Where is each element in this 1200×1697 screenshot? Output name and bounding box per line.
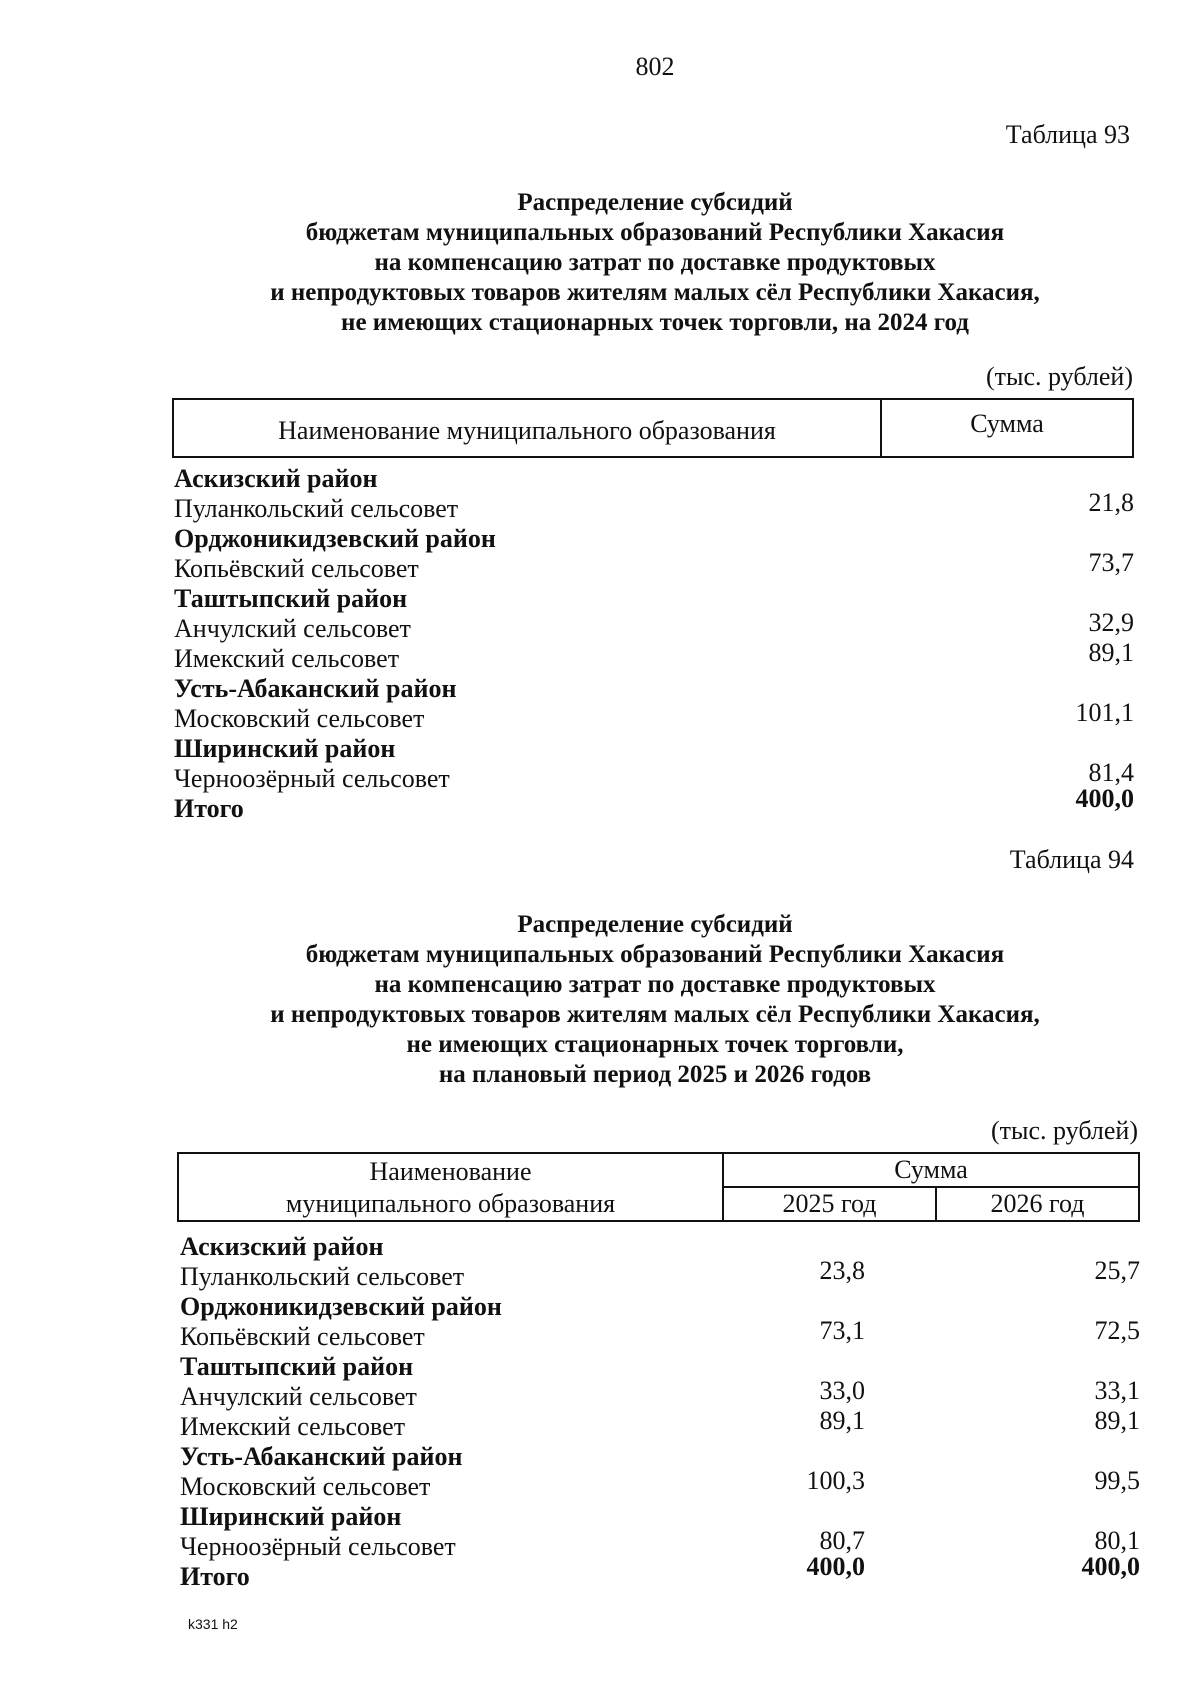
title-line: бюджетам муниципальных образований Республики Хакасия — [305, 941, 1005, 968]
row-name: Итого — [174, 794, 244, 823]
settlement-row — [180, 1256, 1140, 1292]
row-name: Таштыпский район — [174, 584, 408, 613]
row-value-2026: 400,0 — [1081, 1552, 1140, 1581]
table-93-units: (тыс. рублей) — [985, 362, 1133, 391]
title-line: на компенсацию затрат по доставке продуктовых — [374, 971, 936, 998]
district-row — [180, 1352, 1140, 1382]
settlement-row — [180, 1316, 1140, 1352]
row-name: Копьёвский сельсовет — [174, 554, 419, 583]
district-row — [174, 464, 1134, 494]
district-row — [174, 734, 1134, 764]
page-number: 802 — [635, 52, 675, 81]
row-value-2026: 25,7 — [1094, 1256, 1140, 1285]
row-value-2025: 400,0 — [806, 1552, 865, 1581]
total-row — [180, 1552, 1140, 1592]
row-name: Усть-Абаканский район — [180, 1442, 463, 1471]
row-value: 21,8 — [1088, 488, 1134, 517]
table-93-header — [172, 398, 1134, 458]
table-94-label: Таблица 94 — [1009, 845, 1134, 874]
row-name: Итого — [180, 1562, 250, 1591]
row-name: Московский сельсовет — [180, 1472, 431, 1501]
row-name: Аскизский район — [174, 464, 378, 493]
district-row — [174, 674, 1134, 704]
row-value-2026: 99,5 — [1094, 1466, 1140, 1495]
title-line: и непродуктовых товаров жителям малых сёл Республики Хакасия, — [270, 279, 1040, 306]
title-line: Распределение субсидий — [517, 189, 793, 216]
row-value-2025: 89,1 — [819, 1406, 865, 1435]
district-row — [180, 1502, 1140, 1532]
header-sum-group: Сумма — [724, 1154, 1138, 1188]
row-name: Аскизский район — [180, 1232, 384, 1261]
row-name: Пуланкольский сельсовет — [180, 1262, 465, 1291]
table-93-title — [175, 188, 1135, 338]
row-name: Черноозёрный сельсовет — [174, 764, 450, 793]
row-name: Усть-Абаканский район — [174, 674, 457, 703]
row-name: Орджоникидзевский район — [174, 524, 496, 553]
settlement-row — [180, 1466, 1140, 1502]
row-value-2026: 89,1 — [1094, 1406, 1140, 1435]
header-name-column: Наименование муниципального образования — [174, 400, 882, 456]
header-name-column — [179, 1154, 724, 1220]
row-value: 101,1 — [1075, 698, 1134, 727]
settlement-row — [174, 488, 1134, 524]
row-value-2026: 72,5 — [1094, 1316, 1140, 1345]
row-name: Анчулский сельсовет — [180, 1382, 417, 1411]
settlement-row — [174, 758, 1134, 794]
footer-code: k331 h2 — [188, 1616, 238, 1632]
row-name: Орджоникидзевский район — [180, 1292, 502, 1321]
row-value-2025: 73,1 — [819, 1316, 865, 1345]
title-line: на компенсацию затрат по доставке продуктовых — [374, 249, 936, 276]
header-year-2026: 2026 год — [990, 1189, 1085, 1218]
table-94-header — [177, 1152, 1140, 1222]
row-value-2025: 80,7 — [819, 1526, 865, 1555]
district-row — [180, 1442, 1140, 1472]
settlement-row — [174, 698, 1134, 734]
settlement-row — [174, 548, 1134, 584]
row-value: 32,9 — [1088, 608, 1134, 637]
row-name: Пуланкольский сельсовет — [174, 494, 459, 523]
title-line: не имеющих стационарных точек торговли, — [406, 1031, 904, 1058]
row-name: Черноозёрный сельсовет — [180, 1532, 456, 1561]
row-value-2026: 80,1 — [1094, 1526, 1140, 1555]
row-name: Копьёвский сельсовет — [180, 1322, 425, 1351]
row-name: Имекский сельсовет — [174, 644, 400, 673]
table-93-label: Таблица 93 — [1005, 120, 1130, 149]
title-line: и непродуктовых товаров жителям малых сёл Республики Хакасия, — [270, 1001, 1040, 1028]
total-row — [174, 784, 1134, 824]
header-name-line: Наименование — [369, 1157, 532, 1186]
district-row — [174, 524, 1134, 554]
district-row — [180, 1292, 1140, 1322]
row-value: 400,0 — [1075, 784, 1134, 813]
district-row — [180, 1232, 1140, 1262]
row-name: Московский сельсовет — [174, 704, 425, 733]
title-line: на плановый период 2025 и 2026 годов — [438, 1061, 872, 1088]
district-row — [174, 584, 1134, 614]
row-name: Ширинский район — [180, 1502, 402, 1531]
table-93-body — [174, 464, 1134, 824]
settlement-row — [180, 1406, 1140, 1442]
header-sum-column: Сумма — [970, 409, 1044, 438]
header-name-line: муниципального образования — [285, 1189, 616, 1218]
row-name: Анчулский сельсовет — [174, 614, 411, 643]
header-year-2025: 2025 год — [724, 1188, 937, 1220]
table-94-units: (тыс. рублей) — [990, 1116, 1138, 1145]
table-94-body — [180, 1232, 1140, 1592]
row-value: 81,4 — [1088, 758, 1134, 787]
settlement-row — [180, 1376, 1140, 1412]
title-line: не имеющих стационарных точек торговли, на 2024 год — [341, 309, 969, 336]
row-value-2026: 33,1 — [1094, 1376, 1140, 1405]
settlement-row — [174, 608, 1134, 644]
row-value-2025: 100,3 — [806, 1466, 865, 1495]
row-name: Таштыпский район — [180, 1352, 414, 1381]
row-value-2025: 23,8 — [819, 1256, 865, 1285]
row-name: Ширинский район — [174, 734, 396, 763]
row-value: 89,1 — [1088, 638, 1134, 667]
row-value: 73,7 — [1088, 548, 1134, 577]
title-line: Распределение субсидий — [517, 911, 793, 938]
settlement-row — [180, 1526, 1140, 1562]
table-94-title — [175, 910, 1135, 1090]
row-value-2025: 33,0 — [819, 1376, 865, 1405]
row-name: Имекский сельсовет — [180, 1412, 406, 1441]
settlement-row — [174, 638, 1134, 674]
title-line: бюджетам муниципальных образований Республики Хакасия — [305, 219, 1005, 246]
